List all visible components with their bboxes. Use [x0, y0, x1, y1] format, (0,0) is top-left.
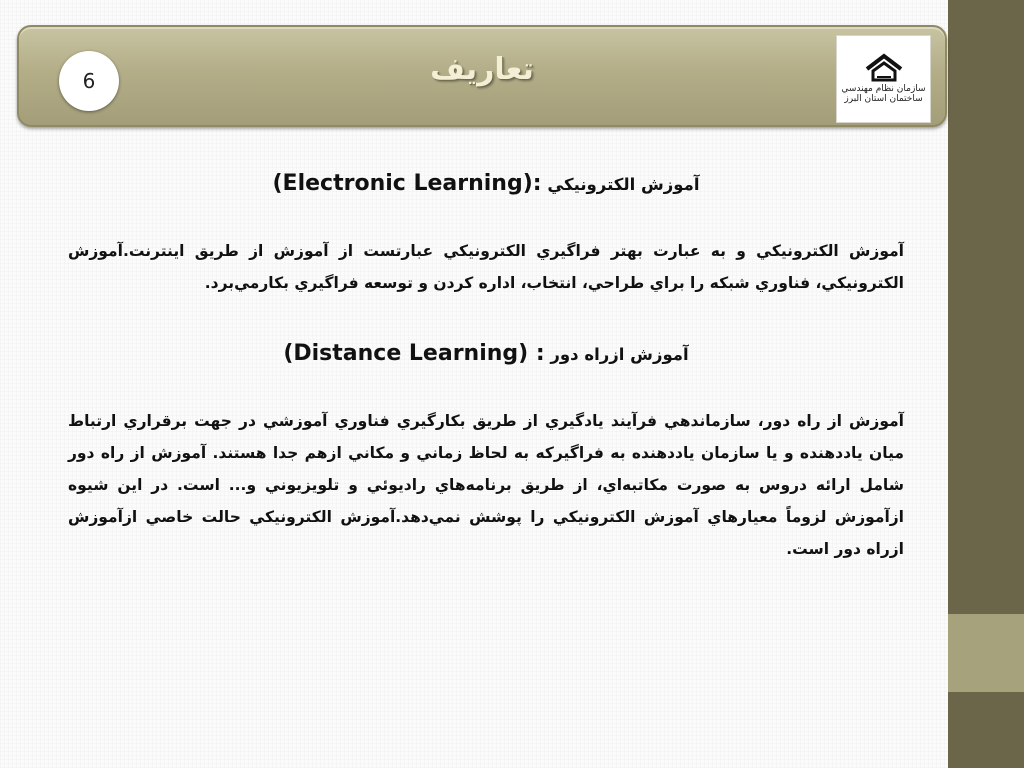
heading-fa: آموزش الكترونيكي	[547, 175, 700, 194]
page-number-badge	[59, 51, 119, 111]
logo-text: سازمان نظام مهندسي ساختمان استان البرز	[841, 84, 926, 104]
section-heading-electronic-learning	[68, 171, 904, 196]
paragraph-electronic-learning: آموزش الكترونيكي و به عبارت بهتر فراگيري الكترونيكي عبارتست از آموزش از طريق اينترنت.آموزش الكترونيكي، فناوري شبكه را براي طراحي، انتخاب، اداره كردن و توسعه فراگيري بكارمي‌برد.	[68, 242, 904, 292]
side-band	[948, 614, 1024, 692]
heading-en: (Electronic Learning):	[272, 171, 542, 196]
house-roof-icon	[863, 53, 905, 83]
heading-fa: آموزش ازراه دور	[550, 345, 689, 364]
heading-en: (Distance Learning) :	[283, 341, 545, 366]
page-number: 6	[82, 69, 96, 93]
paragraph-distance-learning: آموزش از راه دور، سازماندهي فرآيند يادگيري از طريق بكارگيري فناوري آموزشي در جهت برقراري ارتباط ميان یاددهنده و يا سازمان یاددهنده به فراگيركه به لحاظ زماني و مكاني ازهم جدا هستند. آموزش از راه دور شامل ارائه دروس به صورت مكاتبه‌اي، از طريق برنامه‌هاي راديوئي و تلويزيوني و... است. در اين شيوه ازآموزش لزوماً معيارهاي آموزش الكترونيكي را پوشش نمي‌دهد.آموزش الكترونيكي حالت خاصي ازآموزش ازراه دور است.	[68, 412, 904, 558]
section-heading-distance-learning	[68, 341, 904, 366]
slide-title: تعاريف	[430, 52, 534, 87]
organization-logo	[836, 35, 931, 123]
